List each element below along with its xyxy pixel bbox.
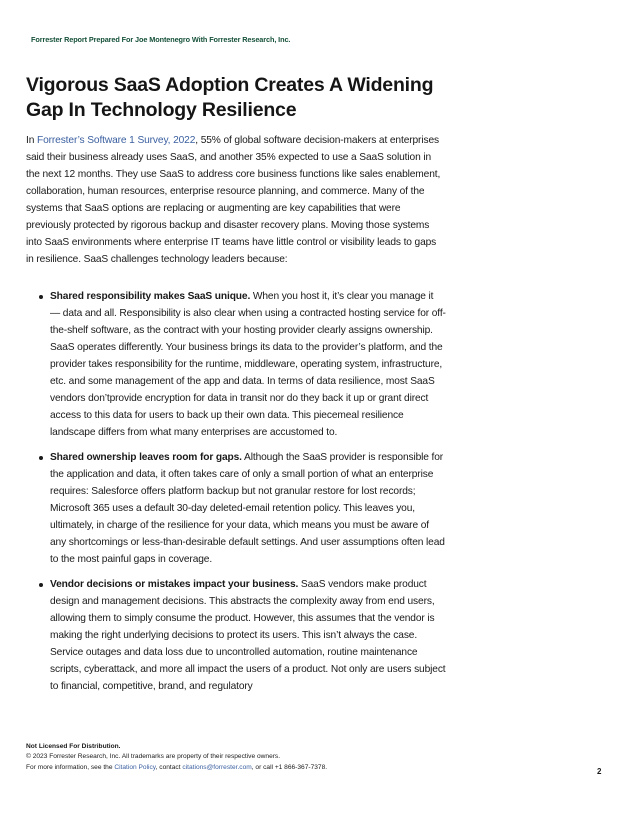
bullet-lead: Shared responsibility makes SaaS unique.	[50, 291, 251, 302]
intro-paragraph	[26, 132, 444, 268]
bullet-dot-icon	[39, 456, 43, 460]
bullet-text: SaaS vendors make product design and management decisions. This abstracts the complexity away from end users, allowing them to simply consume the product. However, this assumes that the vendor is making the right underlying decisions to protect its users. This isn’t always the case. Service outages and data loss due to uncontrolled automation, routine maintenance scripts, cyberattack, and more all impact the users of a product. Not only are users subject to financial, competitive, brand, and regulatory	[50, 579, 446, 692]
contact-text: , or call +1 866-367-7378.	[251, 763, 328, 771]
copyright-notice: © 2023 Forrester Research, Inc. All trademarks are property of their respective owners.	[26, 753, 281, 761]
citation-policy-link[interactable]: Citation Policy	[114, 763, 156, 771]
page-number: 2	[597, 767, 602, 776]
bullet-list	[26, 288, 446, 703]
bullet-text: When you host it, it’s clear you manage it — data and all. Responsibility is also clear when using a contracted hosting service for off-the-shelf software, as the contract with your hosting provider clearly assigns ownership. SaaS operates differently. Your business brings its data to the provider’s platform, and the provider takes responsibility for the runtime, middleware, operating system, infrastructure, etc. and some management of the app and data. In terms of data resilience, most SaaS vendors don’tprovide encryption for data in transit nor do they back it up or grant direct access to this data for users to back up their own data. This piecemeal resilience landscape differs from what many enterprises are accustomed to.	[50, 291, 446, 438]
bullet-item	[26, 576, 446, 695]
bullet-dot-icon	[39, 295, 43, 299]
bullet-item	[26, 288, 446, 441]
bullet-dot-icon	[39, 583, 43, 587]
bullet-item	[26, 449, 446, 568]
report-header: Forrester Report Prepared For Joe Montenegro With Forrester Research, Inc.	[31, 35, 291, 44]
contact-text: , contact	[155, 763, 183, 771]
citations-email-link[interactable]: citations@forrester.com	[182, 763, 252, 771]
intro-text-before: In	[26, 135, 37, 146]
license-notice: Not Licensed For Distribution.	[26, 743, 121, 750]
bullet-text: Although the SaaS provider is responsible for the application and data, it often takes care of only a small portion of what an enterprise requires: Salesforce offers platform backup but not granular restore for lost records; Microsoft 365 uses a default 30-day deleted-email retention policy. This leaves you, ultimately, in charge of the resilience for your data, which means you must be aware of any shortcomings or less-than-desirable default settings. And user assumptions often lead to the most painful gaps in coverage.	[50, 452, 445, 565]
intro-text-after: , 55% of global software decision-makers at enterprises said their business already uses SaaS, and another 35% expected to use a SaaS solution in the next 12 months. They use SaaS to address core business functions like sales enablement, collaboration, human resources, enterprise resource planning, and commerce. Many of the systems that SaaS options are replacing or augmenting are key capabilities that were previously protected by rigorous backup and disaster recovery plans. Moving those systems into SaaS environments where enterprise IT teams have little control or visibility leads to gaps in resilience. SaaS challenges technology leaders because:	[26, 135, 441, 265]
survey-link[interactable]: Forrester’s Software 1 Survey, 2022	[36, 135, 196, 146]
bullet-lead: Vendor decisions or mistakes impact your business.	[50, 579, 299, 590]
contact-line	[26, 763, 327, 773]
page-footer	[26, 742, 327, 773]
bullet-lead: Shared ownership leaves room for gaps.	[50, 452, 242, 463]
contact-text: For more information, see the	[26, 763, 115, 771]
section-title: Vigorous SaaS Adoption Creates A Widening Gap In Technology Resilience	[26, 74, 434, 121]
